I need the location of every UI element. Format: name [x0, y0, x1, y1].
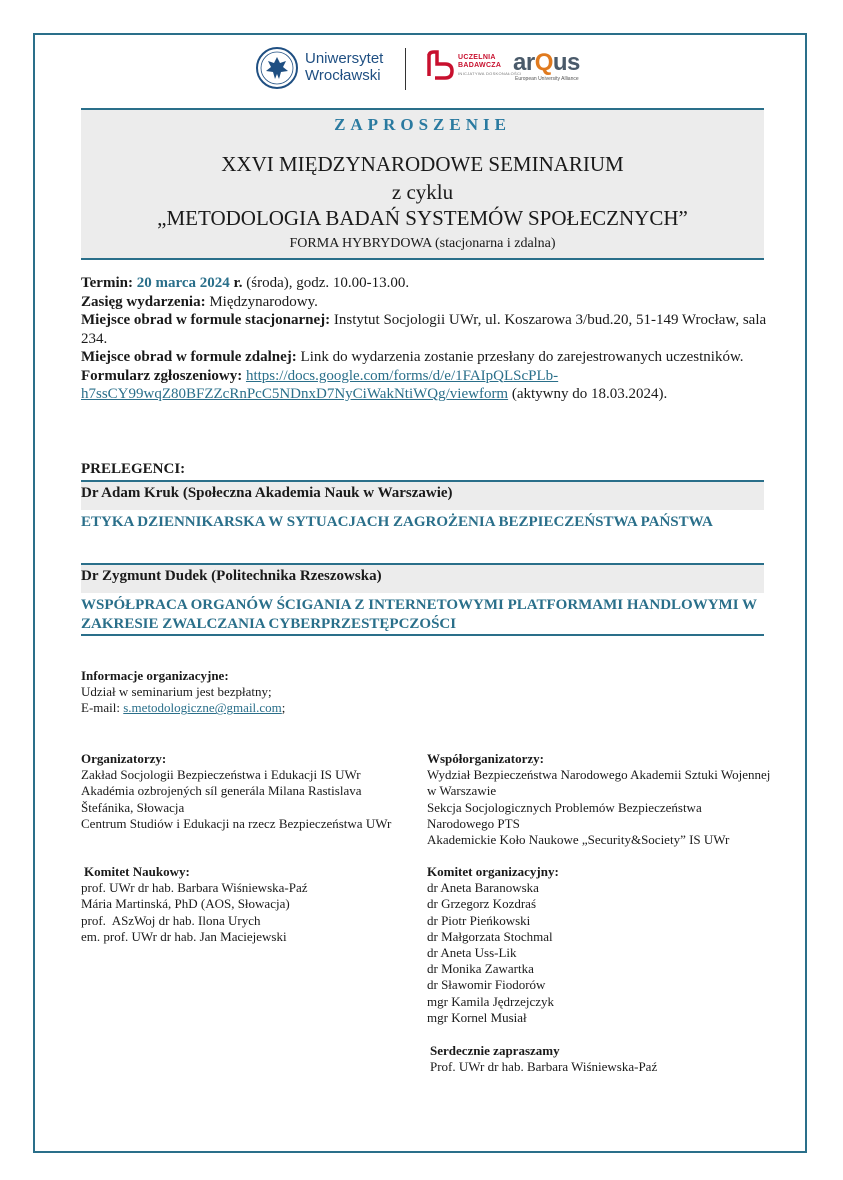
scientific-committee [81, 864, 401, 945]
uwr-logo-text: Uniwersytet Wrocławski [305, 50, 384, 84]
coorganizer-item: Wydział Bezpieczeństwa Narodowego Akademii Sztuki Wojennej w Warszawie [427, 767, 771, 799]
closing-greeting: Serdecznie zapraszamy [430, 1043, 560, 1058]
organizing-committee-heading: Komitet organizacyjny: [427, 864, 559, 879]
organizers-heading: Organizatorzy: [81, 751, 167, 766]
scope-line: Zasięg wydarzenia: Międzynarodowy. [81, 293, 318, 310]
committee-member: dr Sławomir Fiodorów [427, 977, 546, 993]
committee-member: dr Grzegorz Kozdraś [427, 896, 537, 912]
speaker-name: Dr Zygmunt Dudek (Politechnika Rzeszowska) [81, 568, 382, 584]
event-details [81, 274, 771, 404]
committee-member: Mária Martinská, PhD (AOS, Słowacja) [81, 896, 290, 912]
invitation-label: ZAPROSZENIE [334, 115, 511, 134]
seminar-format: FORMA HYBRYDOWA (stacjonarna i zdalna) [289, 236, 556, 251]
registration-form-link-cont[interactable]: h7ssCY99wqZ80BFZZcRnPcC5NDnxD7NyCiWakNtiWQg/viewform [81, 386, 509, 402]
seminar-cycle: z cyklu [391, 180, 454, 204]
organizer-item: Akadémia ozbrojených síl generála Milana Rastislava Štefánika, Słowacja [81, 783, 362, 815]
committee-member: mgr Kamila Jędrzejczyk [427, 993, 555, 1009]
speaker-name: Dr Adam Kruk (Społeczna Akademia Nauk w Warszawie) [81, 485, 453, 501]
committee-member: dr Piotr Pieńkowski [427, 912, 531, 928]
committee-member: em. prof. UWr dr hab. Jan Maciejewski [81, 928, 287, 944]
arqus-logo: arQus European University Alliance [513, 49, 580, 82]
logo-separator [405, 48, 406, 90]
logo-bar [255, 44, 595, 94]
email-line: E-mail: s.metodologiczne@gmail.com; [81, 700, 286, 716]
organizer-item: Zakład Socjologii Bezpieczeństwa i Edukacji IS UWr [81, 767, 361, 783]
form-line: Formularz zgłoszeniowy: https://docs.google.com/forms/d/e/1FAIpQLScPLb- h7ssCY99wqZ80BFZZcRnPcC5NDnxD7NyCiWakNtiWQg/viewform (aktywny do 18.03.2024). [81, 367, 668, 402]
online-line: Miejsce obrad w formule zdalnej: Link do wydarzenia zostanie przesłany do zarejestrowanych uczestników. [81, 349, 744, 365]
registration-form-link[interactable]: https://docs.google.com/forms/d/e/1FAIpQLScPLb- [245, 367, 559, 384]
seminar-series-title: „METODOLOGIA BADAŃ SYSTEMÓW SPOŁECZNYCH” [157, 206, 688, 230]
speakers-heading: PRELEGENCI: [81, 461, 186, 477]
uwr-seal-logo [255, 46, 299, 90]
organizers [81, 751, 401, 832]
committee-member: dr Monika Zawartka [427, 961, 534, 977]
coorganizer-item: Sekcja Socjologicznych Problemów Bezpieczeństwa Narodowego PTS [427, 799, 702, 831]
org-info-heading: Informacje organizacyjne: [81, 668, 229, 683]
scientific-committee-heading: Komitet Naukowy: [84, 864, 190, 879]
committee-member: dr Aneta Baranowska [427, 880, 539, 896]
seminar-title: XXVI MIĘDZYNARODOWE SEMINARIUM [221, 152, 624, 176]
free-participation: Udział w seminarium jest bezpłatny; [81, 684, 272, 700]
committee-member: prof. ASzWoj dr hab. Ilona Urych [81, 912, 261, 928]
organizer-item: Centrum Studiów i Edukacji na rzecz Bezpieczeństwa UWr [81, 815, 392, 831]
coorganizers [427, 751, 772, 848]
uczelnia-badawcza-text: UCZELNIA BADAWCZA INICJATYWA DOSKONAŁOŚCI [458, 54, 522, 76]
coorganizer-item: Akademickie Koło Naukowe „Security&Society” IS UWr [427, 832, 730, 848]
uczelnia-badawcza-logo [425, 50, 455, 84]
date-line: Termin: 20 marca 2024 r. (środa), godz. 10.00-13.00. [81, 275, 410, 291]
coorganizers-heading: Współorganizatorzy: [427, 751, 544, 766]
divider [81, 634, 764, 636]
committee-member: dr Małgorzata Stochmal [427, 928, 553, 944]
closing-signature: Prof. UWr dr hab. Barbara Wiśniewska-Paź [430, 1059, 658, 1075]
committee-member: dr Aneta Uss-Lik [427, 945, 517, 961]
closing [430, 1043, 770, 1075]
organizational-info [81, 668, 481, 717]
venue-line: Miejsce obrad w formule stacjonarnej: Instytut Socjologii UWr, ul. Koszarowa 3/bud.20, 51-149 Wrocław, sala 234. [81, 312, 767, 347]
organizing-committee [427, 864, 772, 1026]
talk-title: WSPÓŁPRACA ORGANÓW ŚCIGANIA Z INTERNETOWYMI PLATFORMAMI HANDLOWYMI W ZAKRESIE ZWALCZANIA CYBERPRZESTĘPCZOŚCI [81, 597, 757, 632]
committee-member: prof. UWr dr hab. Barbara Wiśniewska-Paź [81, 880, 308, 896]
committee-member: mgr Kornel Musiał [427, 1009, 527, 1025]
email-link[interactable]: s.metodologiczne@gmail.com [123, 700, 282, 716]
talk-title: ETYKA DZIENNIKARSKA W SYTUACJACH ZAGROŻENIA BEZPIECZEŃSTWA PAŃSTWA [81, 514, 713, 530]
